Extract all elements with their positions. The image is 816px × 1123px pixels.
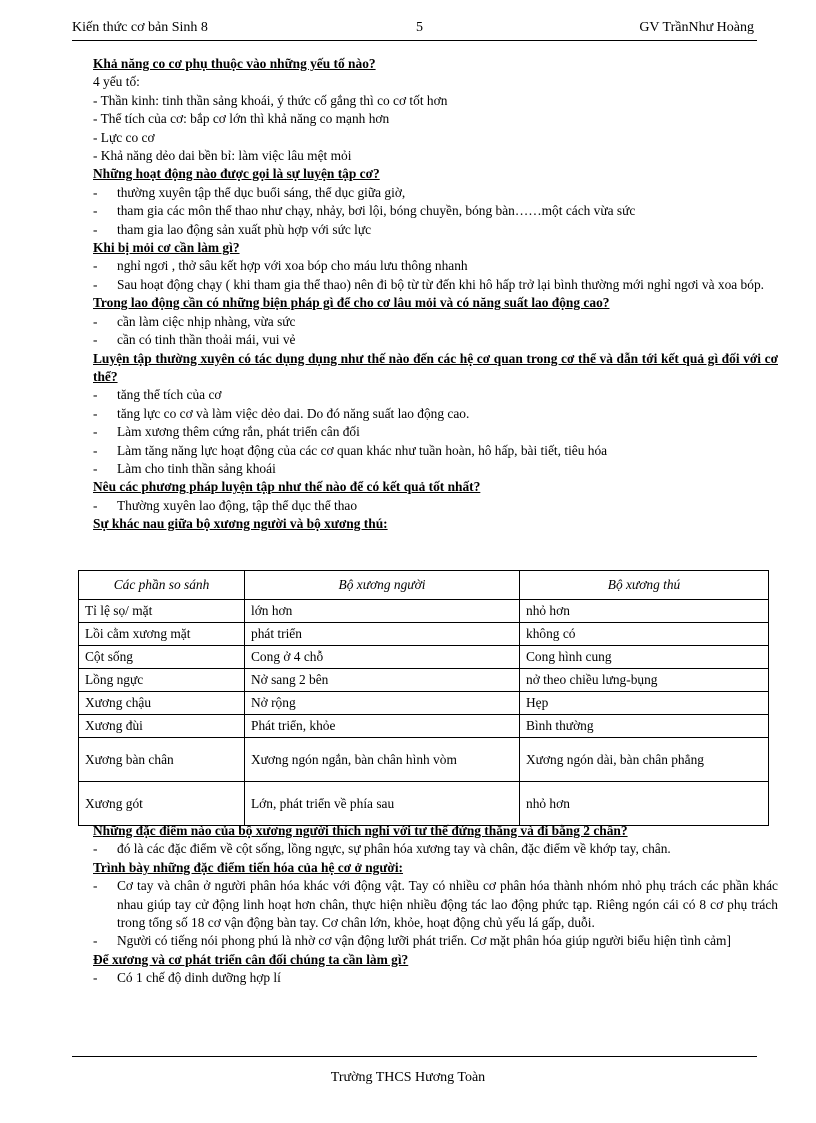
table-header-cell: Bộ xương người bbox=[245, 571, 520, 600]
page-header bbox=[72, 18, 754, 38]
list-item: - Có 1 chế độ dinh dưỡng hợp lí bbox=[93, 969, 778, 987]
list-item: - Thường xuyên lao động, tập thể dục thể thao bbox=[93, 497, 778, 515]
table-cell: không có bbox=[520, 623, 769, 646]
table-cell: Xương gót bbox=[79, 782, 245, 826]
table-row bbox=[79, 646, 769, 669]
table-cell: Phát triển, khỏe bbox=[245, 715, 520, 738]
list-item: - cần có tinh thần thoải mái, vui vẻ bbox=[93, 331, 778, 349]
table-cell: Xương đùi bbox=[79, 715, 245, 738]
table-cell: Xương ngón ngắn, bàn chân hình vòm bbox=[245, 738, 520, 782]
list-item: - đó là các đặc điểm về cột sống, lồng ngực, sự phân hóa xương tay và chân, đặc điểm về khớp tay, chân. bbox=[93, 840, 778, 858]
table-cell: nở theo chiều lưng-bụng bbox=[520, 669, 769, 692]
table-row bbox=[79, 782, 769, 826]
list-item: - nghỉ ngơi , thở sâu kết hợp với xoa bóp cho máu lưu thông nhanh bbox=[93, 257, 778, 275]
list-item: - Người có tiếng nói phong phú là nhờ cơ vận động lưỡi phát triển. Cơ mặt phân hóa giúp người biểu hiện tình cảm] bbox=[93, 932, 778, 950]
table-cell: phát triển bbox=[245, 623, 520, 646]
table-cell: Xương chậu bbox=[79, 692, 245, 715]
table-cell: Tỉ lệ sọ/ mặt bbox=[79, 600, 245, 623]
question-heading: Những hoạt động nào được gọi là sự luyện tập cơ? bbox=[93, 166, 380, 182]
question-heading: Những đặc điểm nào của bộ xương người thích nghi với tư thế đứng thẳng và đi bằng 2 chân? bbox=[93, 823, 628, 838]
table-cell: Lồi cằm xương mặt bbox=[79, 623, 245, 646]
header-rule bbox=[72, 40, 757, 41]
page-number: 5 bbox=[416, 20, 423, 35]
table-cell: Nở sang 2 bên bbox=[245, 669, 520, 692]
table-cell: Xương bàn chân bbox=[79, 738, 245, 782]
table-row bbox=[79, 738, 769, 782]
question-heading: Sự khác nau giữa bộ xương người và bộ xương thú: bbox=[93, 516, 388, 532]
text-line: - Thể tích của cơ: bắp cơ lớn thì khả năng co mạnh hơn bbox=[93, 111, 390, 127]
table-header-cell: Bộ xương thú bbox=[520, 571, 769, 600]
table-cell: Cong hình cung bbox=[520, 646, 769, 669]
header-teacher: GV TrầnNhư Hoàng bbox=[639, 20, 754, 35]
page-footer: Trường THCS Hương Toàn bbox=[330, 1070, 486, 1085]
table-cell: Xương ngón dài, bàn chân phẳng bbox=[520, 738, 769, 782]
question-heading: Luyện tập thường xuyên có tác dụng dụng như thế nào đến các hệ cơ quan trong cơ thể và dẫn tới kết quả gì đối với cơ thể? bbox=[93, 350, 778, 384]
table-header-row bbox=[79, 571, 769, 600]
table-cell: Cột sống bbox=[79, 646, 245, 669]
table-row bbox=[79, 715, 769, 738]
list-item: - tham gia các môn thể thao như chạy, nhảy, bơi lội, bóng chuyền, bóng bàn……một cách vừa sức bbox=[93, 202, 778, 220]
table-cell: Lớn, phát triển về phía sau bbox=[245, 782, 520, 826]
question-heading: Nêu các phương pháp luyện tập như thế nào để có kết quả tốt nhất? bbox=[93, 479, 481, 495]
table-row bbox=[79, 600, 769, 623]
list-item: - Làm tăng năng lực hoạt động của các cơ quan khác như tuần hoàn, hô hấp, bài tiết, tiêu hóa bbox=[93, 442, 778, 460]
table-row bbox=[79, 669, 769, 692]
list-item: - tham gia lao động sản xuất phù hợp với sức lực bbox=[93, 221, 778, 239]
list-item: - Làm xương thêm cứng rắn, phát triển cân đối bbox=[93, 423, 778, 441]
text-line: - Lực co cơ bbox=[93, 129, 155, 145]
content-top bbox=[93, 55, 778, 534]
text-line: - Khả năng dẻo dai bền bỉ: làm việc lâu mệt mỏi bbox=[93, 148, 352, 164]
table-cell: Hẹp bbox=[520, 692, 769, 715]
table-cell: nhỏ hơn bbox=[520, 600, 769, 623]
table-cell: Cong ở 4 chỗ bbox=[245, 646, 520, 669]
table-cell: lớn hơn bbox=[245, 600, 520, 623]
table-header-cell: Các phần so sánh bbox=[79, 571, 245, 600]
question-heading: Khả năng co cơ phụ thuộc vào những yếu tố nào? bbox=[93, 56, 376, 71]
list-item: - tăng lực co cơ và làm việc dẻo dai. Do đó năng suất lao động cao. bbox=[93, 405, 778, 423]
list-item: - cần làm ciệc nhịp nhàng, vừa sức bbox=[93, 313, 778, 331]
question-heading: Trình bày những đặc điểm tiến hóa của hệ cơ ở người: bbox=[93, 859, 404, 875]
list-item: - Sau hoạt động chạy ( khi tham gia thể thao) nên đi bộ từ từ đến khi hô hấp trở lại bình thường mới nghỉ ngơi và xoa bóp. bbox=[93, 276, 778, 294]
footer-rule bbox=[72, 1056, 757, 1057]
list-item: - thường xuyên tập thể dục buổi sáng, thể dục giữa giờ, bbox=[93, 184, 778, 202]
table-row bbox=[79, 692, 769, 715]
table-cell: Lồng ngực bbox=[79, 669, 245, 692]
table-cell: Bình thường bbox=[520, 715, 769, 738]
text-line: - Thần kinh: tinh thần sảng khoái, ý thức cố gắng thì co cơ tốt hơn bbox=[93, 92, 448, 108]
table-cell: Nở rộng bbox=[245, 692, 520, 715]
question-heading: Để xương và cơ phát triển cân đối chúng ta cần làm gì? bbox=[93, 951, 409, 967]
content-bottom bbox=[93, 822, 778, 988]
table-row bbox=[79, 623, 769, 646]
question-heading: Khi bị mỏi cơ cần làm gì? bbox=[93, 240, 240, 256]
list-item: - tăng thể tích của cơ bbox=[93, 386, 778, 404]
header-subject: Kiến thức cơ bản Sinh 8 bbox=[72, 20, 208, 35]
list-item: - Làm cho tinh thần sảng khoái bbox=[93, 460, 778, 478]
table-cell: nhỏ hơn bbox=[520, 782, 769, 826]
comparison-table bbox=[78, 570, 769, 826]
list-item: - Cơ tay và chân ở người phân hóa khác với động vật. Tay có nhiều cơ phân hóa thành nhóm nhỏ phụ trách các phần khác nhau giúp tay cử động linh hoạt hơn chân, thực hiện nhiều động tác lao động phức tạp. Riêng ngón cái có 8 cơ phụ trách trong tổng số 18 cơ vận động bàn tay. Cơ chân lớn, khỏe, hoạt động chủ yếu lá gấp, duỗi. bbox=[93, 877, 778, 932]
text-line: 4 yếu tố: bbox=[93, 74, 140, 90]
question-heading: Trong lao động cần có những biện pháp gì để cho cơ lâu mỏi và có năng suất lao động cao? bbox=[93, 295, 610, 311]
